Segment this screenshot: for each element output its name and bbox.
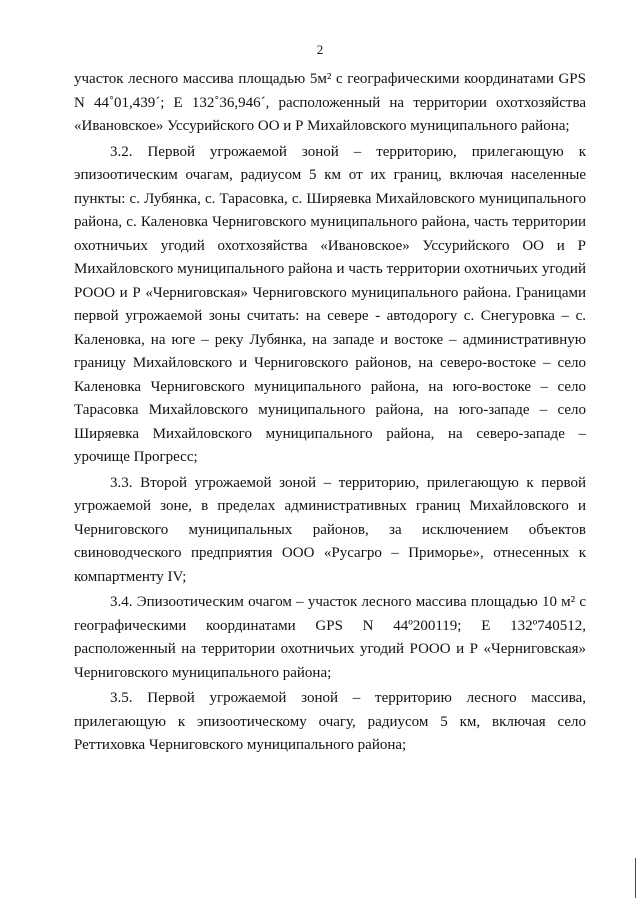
paragraph-3-5: 3.5. Первой угрожаемой зоной – территорию лесного массива, прилегающую к эпизоотическому очагу, радиусом 5 км, включая село Реттиховка Черниговского муниципального района; xyxy=(74,690,586,753)
paragraph-3-3: 3.3. Второй угрожаемой зоной – территорию, прилегающую к первой угрожаемой зоне, в пределах административных границ Михайловского и Черниговского муниципальных районов, за исключением объектов свиноводческого предприятия ООО «Русагро – Приморье», отнесенных к компартменту IV; xyxy=(74,474,586,585)
page-number: 2 xyxy=(316,42,324,57)
document-body xyxy=(74,68,586,760)
paragraph-3-2: 3.2. Первой угрожаемой зоной – территорию, прилегающую к эпизоотическим очагам, радиусом 5 км от их границ, включая населенные пункты: с. Лубянка, с. Тарасовка, с. Ширяевка Михайловского муниципального района, с. Каленовка Черниговского муниципального района, часть территории охотничьих угодий охотхозяйства «Ивановское» Уссурийского ОО и Р Михайловского муниципального района и часть территории охотничьих угодий РООО и Р «Черниговская» Черниговского муниципального района. Границами первой угрожаемой зоны считать: на севере - автодорогу с. Снегуровка – с. Каленовка, на юге – реку Лубянка, на западе и востоке – административную границу Михайловского и Черниговского районов, на северо-востоке – село Каленовка Черниговского муниципального района, на юго-востоке – село Тарасовка Михайловского муниципального района, на юго-западе – село Ширяевка Михайловского муниципального района, на северо-западе – урочище Прогресс; xyxy=(74,143,586,465)
paragraph-3-4: 3.4. Эпизоотическим очагом – участок лесного массива площадью 10 м² с географическими координатами GPS N 44º200119; E 132º740512, расположенный на территории охотничьих угодий РООО и Р «Черниговская» Черниговского муниципального района; xyxy=(74,594,586,681)
scan-edge-line xyxy=(635,858,636,898)
paragraph-continuation: участок лесного массива площадью 5м² с географическими координатами GPS N 44˚01,439´; E 132˚36,946´, расположенный на территории охотхозяйства «Ивановское» Уссурийского ОО и Р Михайловского муниципального района; xyxy=(74,71,586,134)
